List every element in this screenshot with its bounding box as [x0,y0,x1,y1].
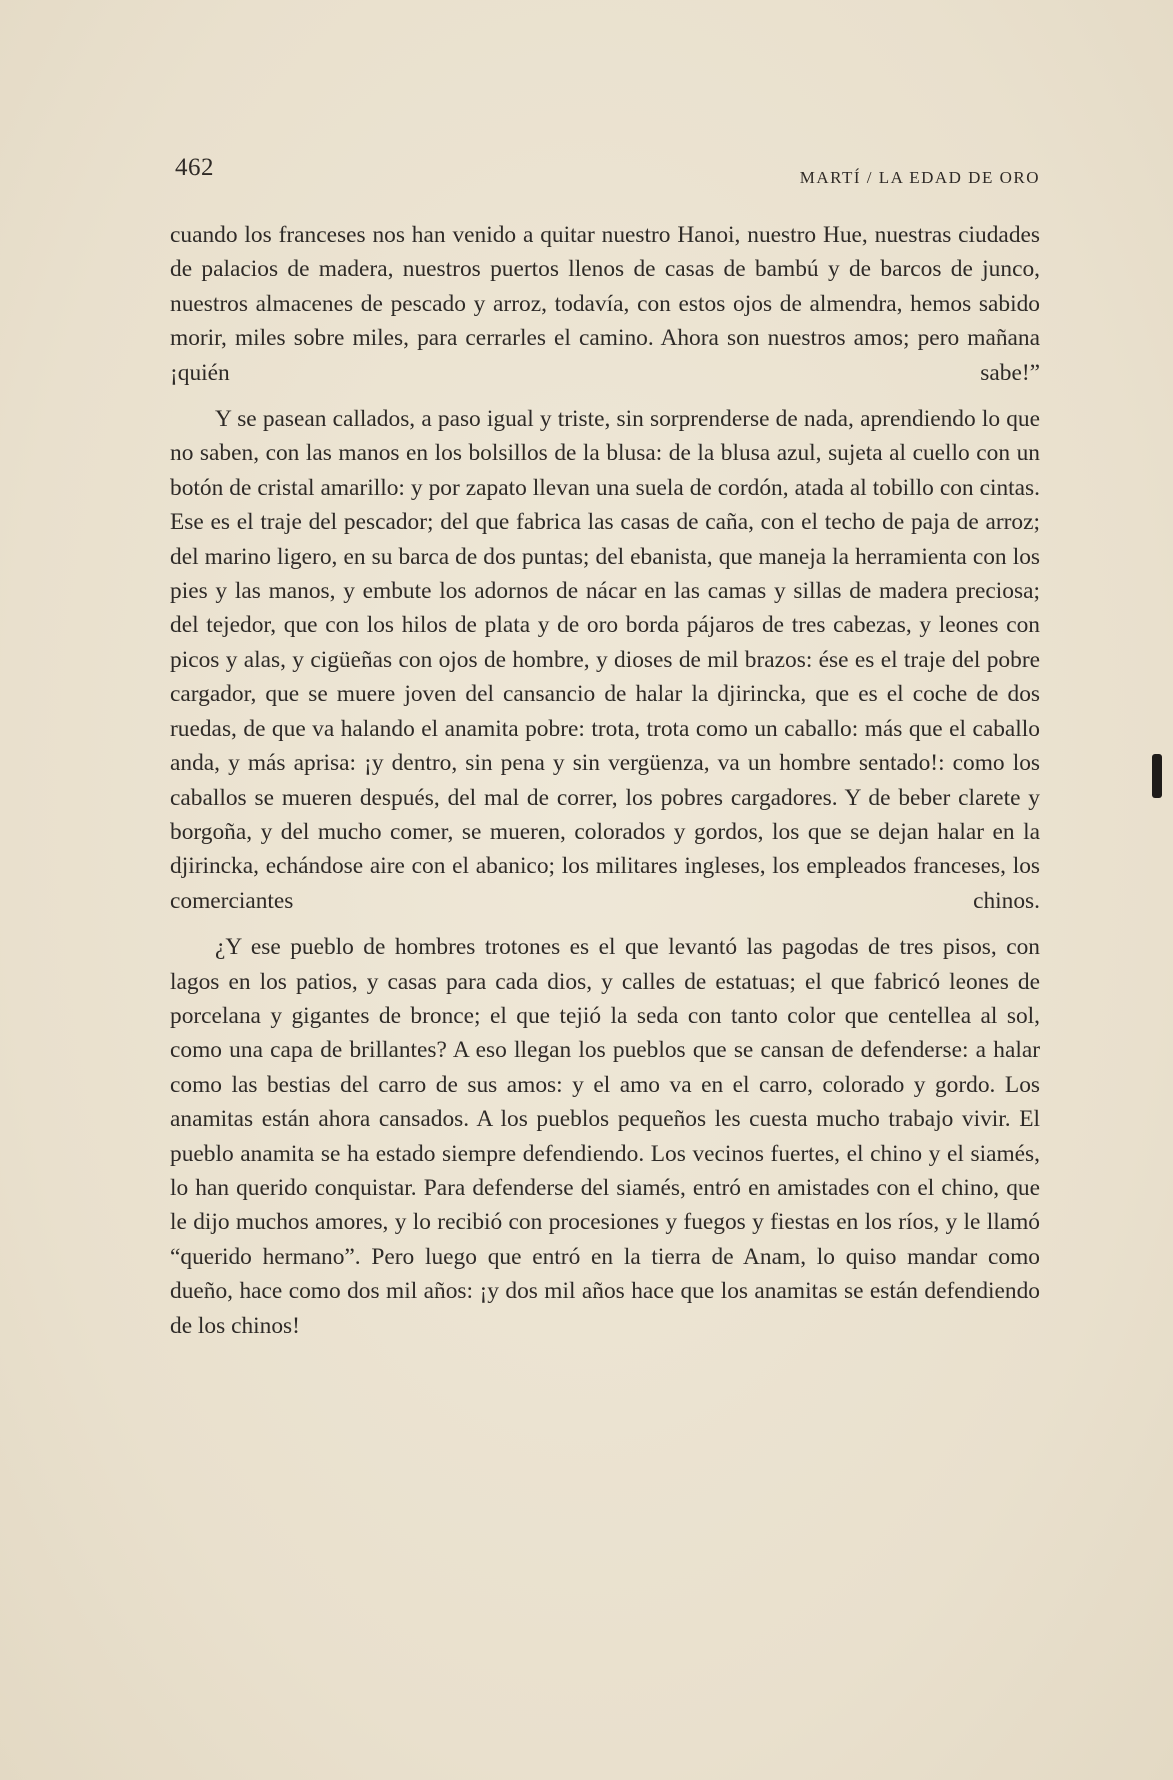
page-number: 462 [175,154,214,181]
running-head [175,148,1040,198]
margin-ink-mark [1152,754,1162,798]
body-text [170,218,1040,1355]
paragraph-2: Y se pasean callados, a paso igual y triste, sin sorprenderse de nada, aprendiendo lo que no saben, con las manos en los bolsillos de la blusa: de la blusa azul, sujeta al cuello con un botón de cristal amarillo: y por zapato llevan una suela de cordón, atada al tobillo con cintas. Ese es el traje del pescador; del que fabrica las casas de caña, con el techo de paja de arroz; del marino ligero, en su barca de dos puntas; del ebanista, que maneja la herramienta con los pies y las manos, y embute los adornos de nácar en las camas y sillas de madera preciosa; del tejedor, que con los hilos de plata y de oro borda pájaros de tres cabezas, y leones con picos y alas, y cigüeñas con ojos de hombre, y dioses de mil brazos: ése es el traje del pobre cargador, que se muere joven del cansancio de halar la djirincka, que es el coche de dos ruedas, de que va halando el anamita pobre: trota, trota como un caballo: más que el caballo anda, y más aprisa: ¡y dentro, sin pena y sin vergüenza, va un hombre sentado!: como los caballos se mueren después, del mal de correr, los pobres cargadores. Y de beber clarete y borgoña, y del mucho comer, se mueren, colorados y gordos, los que se dejan halar en la djirincka, echándose aire con el abanico; los militares ingleses, los empleados franceses, los comerciantes chinos. [170,406,1040,914]
paragraph-3: ¿Y ese pueblo de hombres trotones es el que levantó las pagodas de tres pisos, con lagos en los patios, y casas para cada dios, y calles de estatuas; el que fabricó leones de porcelana y gigantes de bronce; el que tejió la seda con tanto color que centellea al sol, como una capa de brillantes? A eso llegan los pueblos que se cansan de defenderse: a halar como las bestias del carro de sus amos: y el amo va en el carro, colorado y gordo. Los anamitas están ahora cansados. A los pueblos pequeños les cuesta mucho trabajo vivir. El pueblo anamita se ha estado siempre defendiendo. Los vecinos fuertes, el chino y el siamés, lo han querido conquistar. Para defenderse del siamés, entró en amistades con el chino, que le dijo muchos amores, y lo recibió con procesiones y fuegos y fiestas en los ríos, y le llamó “querido hermano”. Pero luego que entró en la tierra de Anam, lo quiso mandar como dueño, hace como dos mil años: ¡y dos mil años hace que los anamitas se están defendiendo de los chinos! [170,934,1040,1339]
paragraph-1: cuando los franceses nos han venido a quitar nuestro Hanoi, nuestro Hue, nuestras ciudades de palacios de madera, nuestros puertos llenos de casas de bambú y de barcos de junco, nuestros almacenes de pescado y arroz, todavía, con estos ojos de almendra, hemos sabido morir, miles sobre miles, para cerrarles el camino. Ahora son nuestros amos; pero mañana ¡quién sabe!” [170,222,1040,386]
running-title: MARTÍ / LA EDAD DE ORO [799,168,1040,187]
